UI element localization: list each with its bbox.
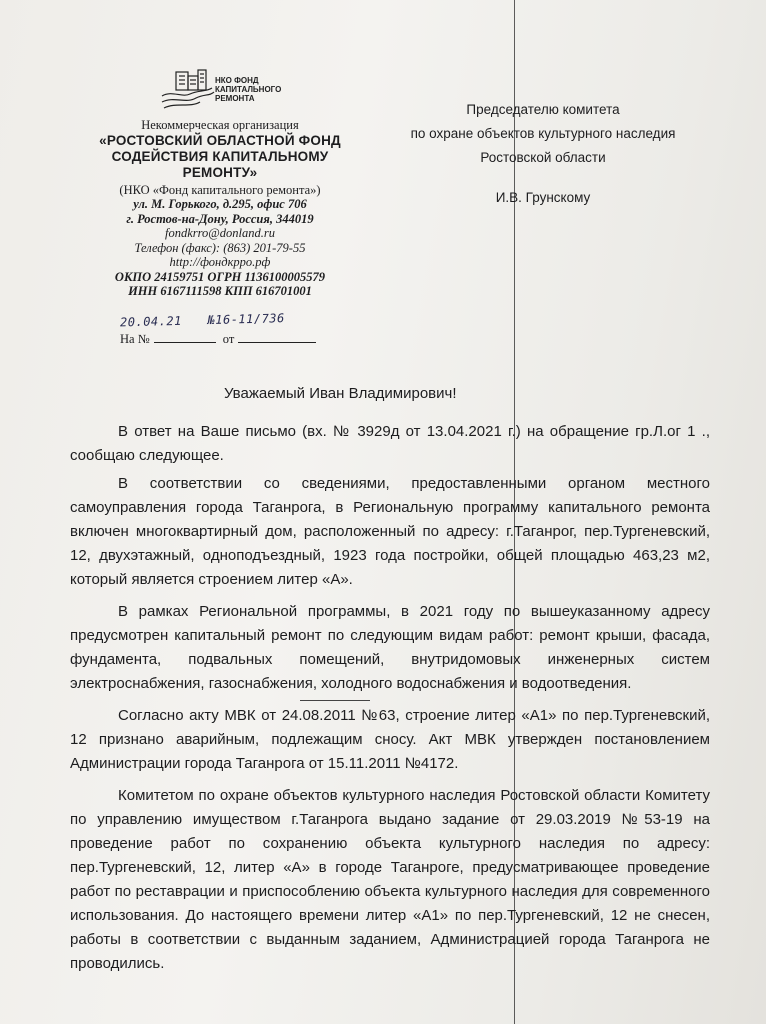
- address-line: ул. М. Горького, д.295, офис 706: [133, 197, 307, 211]
- body-paragraph: В рамках Региональной программы, в 2021 году по вышеуказанному адресу предусмотрен капитальный ремонт по следующим видам работ: ремонт крыши, фасада, фундамента, подвальных помещений, внутридомовых инженерных систем электроснабжения, газоснабжения, холодного водоснабжения и водоотведения.: [70, 603, 710, 692]
- org-abbreviation: (НКО «Фонд капитального ремонта»): [119, 182, 321, 197]
- org-codes-line: ОКПО 24159751 ОГРН 1136100005579: [114, 269, 326, 284]
- org-codes-line: ИНН 6167111598 КПП 616701001: [128, 284, 312, 298]
- salutation: Уважаемый Иван Владимирович!: [224, 385, 457, 402]
- sender-block: [80, 118, 360, 299]
- recipient-line: Председателю комитета: [466, 102, 620, 117]
- ref-number-blank: [154, 342, 216, 343]
- pen-underline: [300, 700, 370, 701]
- email: fondkrro@donland.ru: [165, 226, 275, 240]
- body-paragraph: В ответ на Ваше письмо (вх. № 3929д от 13.04.2021 г.) на обращение гр.Л.ог 1 ., сообщаю следующее.: [70, 423, 710, 464]
- org-name-line: СОДЕЙСТВИЯ КАПИТАЛЬНОМУ: [111, 148, 329, 164]
- ref-prefix: На №: [120, 332, 150, 346]
- reference-line: [120, 332, 360, 347]
- ref-from-label: от: [222, 332, 235, 346]
- body-paragraph: Согласно акту МВК от 24.08.2011 №63, строение литер «А1» по пер.Тургеневский, 12 признано аварийным, подлежащим сносу. Акт МВК утвержден постановлением Администрации города Таганрога от 15.11.2011 №4172.: [70, 707, 710, 772]
- recipient-name: И.В. Грунскому: [495, 190, 591, 205]
- handwritten-date: 20.04.21: [119, 313, 183, 330]
- ref-date-blank: [238, 342, 316, 343]
- letter-body: [70, 420, 710, 984]
- phone: Телефон (факс): (863) 201-79-55: [134, 240, 306, 255]
- org-type: Некоммерческая организация: [141, 118, 299, 132]
- recipient-line: по охране объектов культурного наследия: [410, 126, 676, 141]
- logo-text-line: КАПИТАЛЬНОГО: [215, 85, 282, 94]
- org-name-line: РЕМОНТУ»: [182, 164, 258, 180]
- recipient-line: Ростовской области: [480, 150, 606, 165]
- logo-text-line: РЕМОНТА: [215, 94, 255, 103]
- website: http://фондкрро.рф: [169, 255, 271, 269]
- body-paragraph: В соответствии со сведениями, предоставленными органом местного самоуправления города Таганрога, в Региональную программу капитального ремонта включен многоквартирный дом, расположенный по адресу: г.Таганрог, пер.Тургеневский, 12, двухэтажный, одноподъездный, 1923 года постройки, общей площадью 463,23 м2, который является строением литер «А».: [70, 475, 710, 588]
- body-paragraph: Комитетом по охране объектов культурного наследия Ростовской области Комитету по управлению имуществом г.Таганрога выдано задание от 29.03.2019 №53-19 на проведение работ по сохранению объекта культурного наследия по адресу: пер.Тургеневский, 12, литер «А» в городе Таганроге, предусматривающее проведение работ по реставрации и приспособлению объекта культурного наследия для современного использования. До настоящего времени литер «А1» по пер.Тургеневский, 12 не снесен, работы в соответствии с выданным заданием, Администрацией города Таганрога не проводились.: [70, 787, 710, 972]
- logo-text: [215, 76, 325, 103]
- logo-text-line: НКО ФОНД: [215, 76, 259, 85]
- org-name-line: «РОСТОВСКИЙ ОБЛАСТНОЙ ФОНД: [99, 132, 341, 148]
- handwritten-number: №16-11/736: [207, 311, 285, 328]
- handwritten-outgoing-number: [120, 309, 380, 330]
- address-line: г. Ростов-на-Дону, Россия, 344019: [126, 211, 314, 226]
- recipient-block: [378, 98, 708, 210]
